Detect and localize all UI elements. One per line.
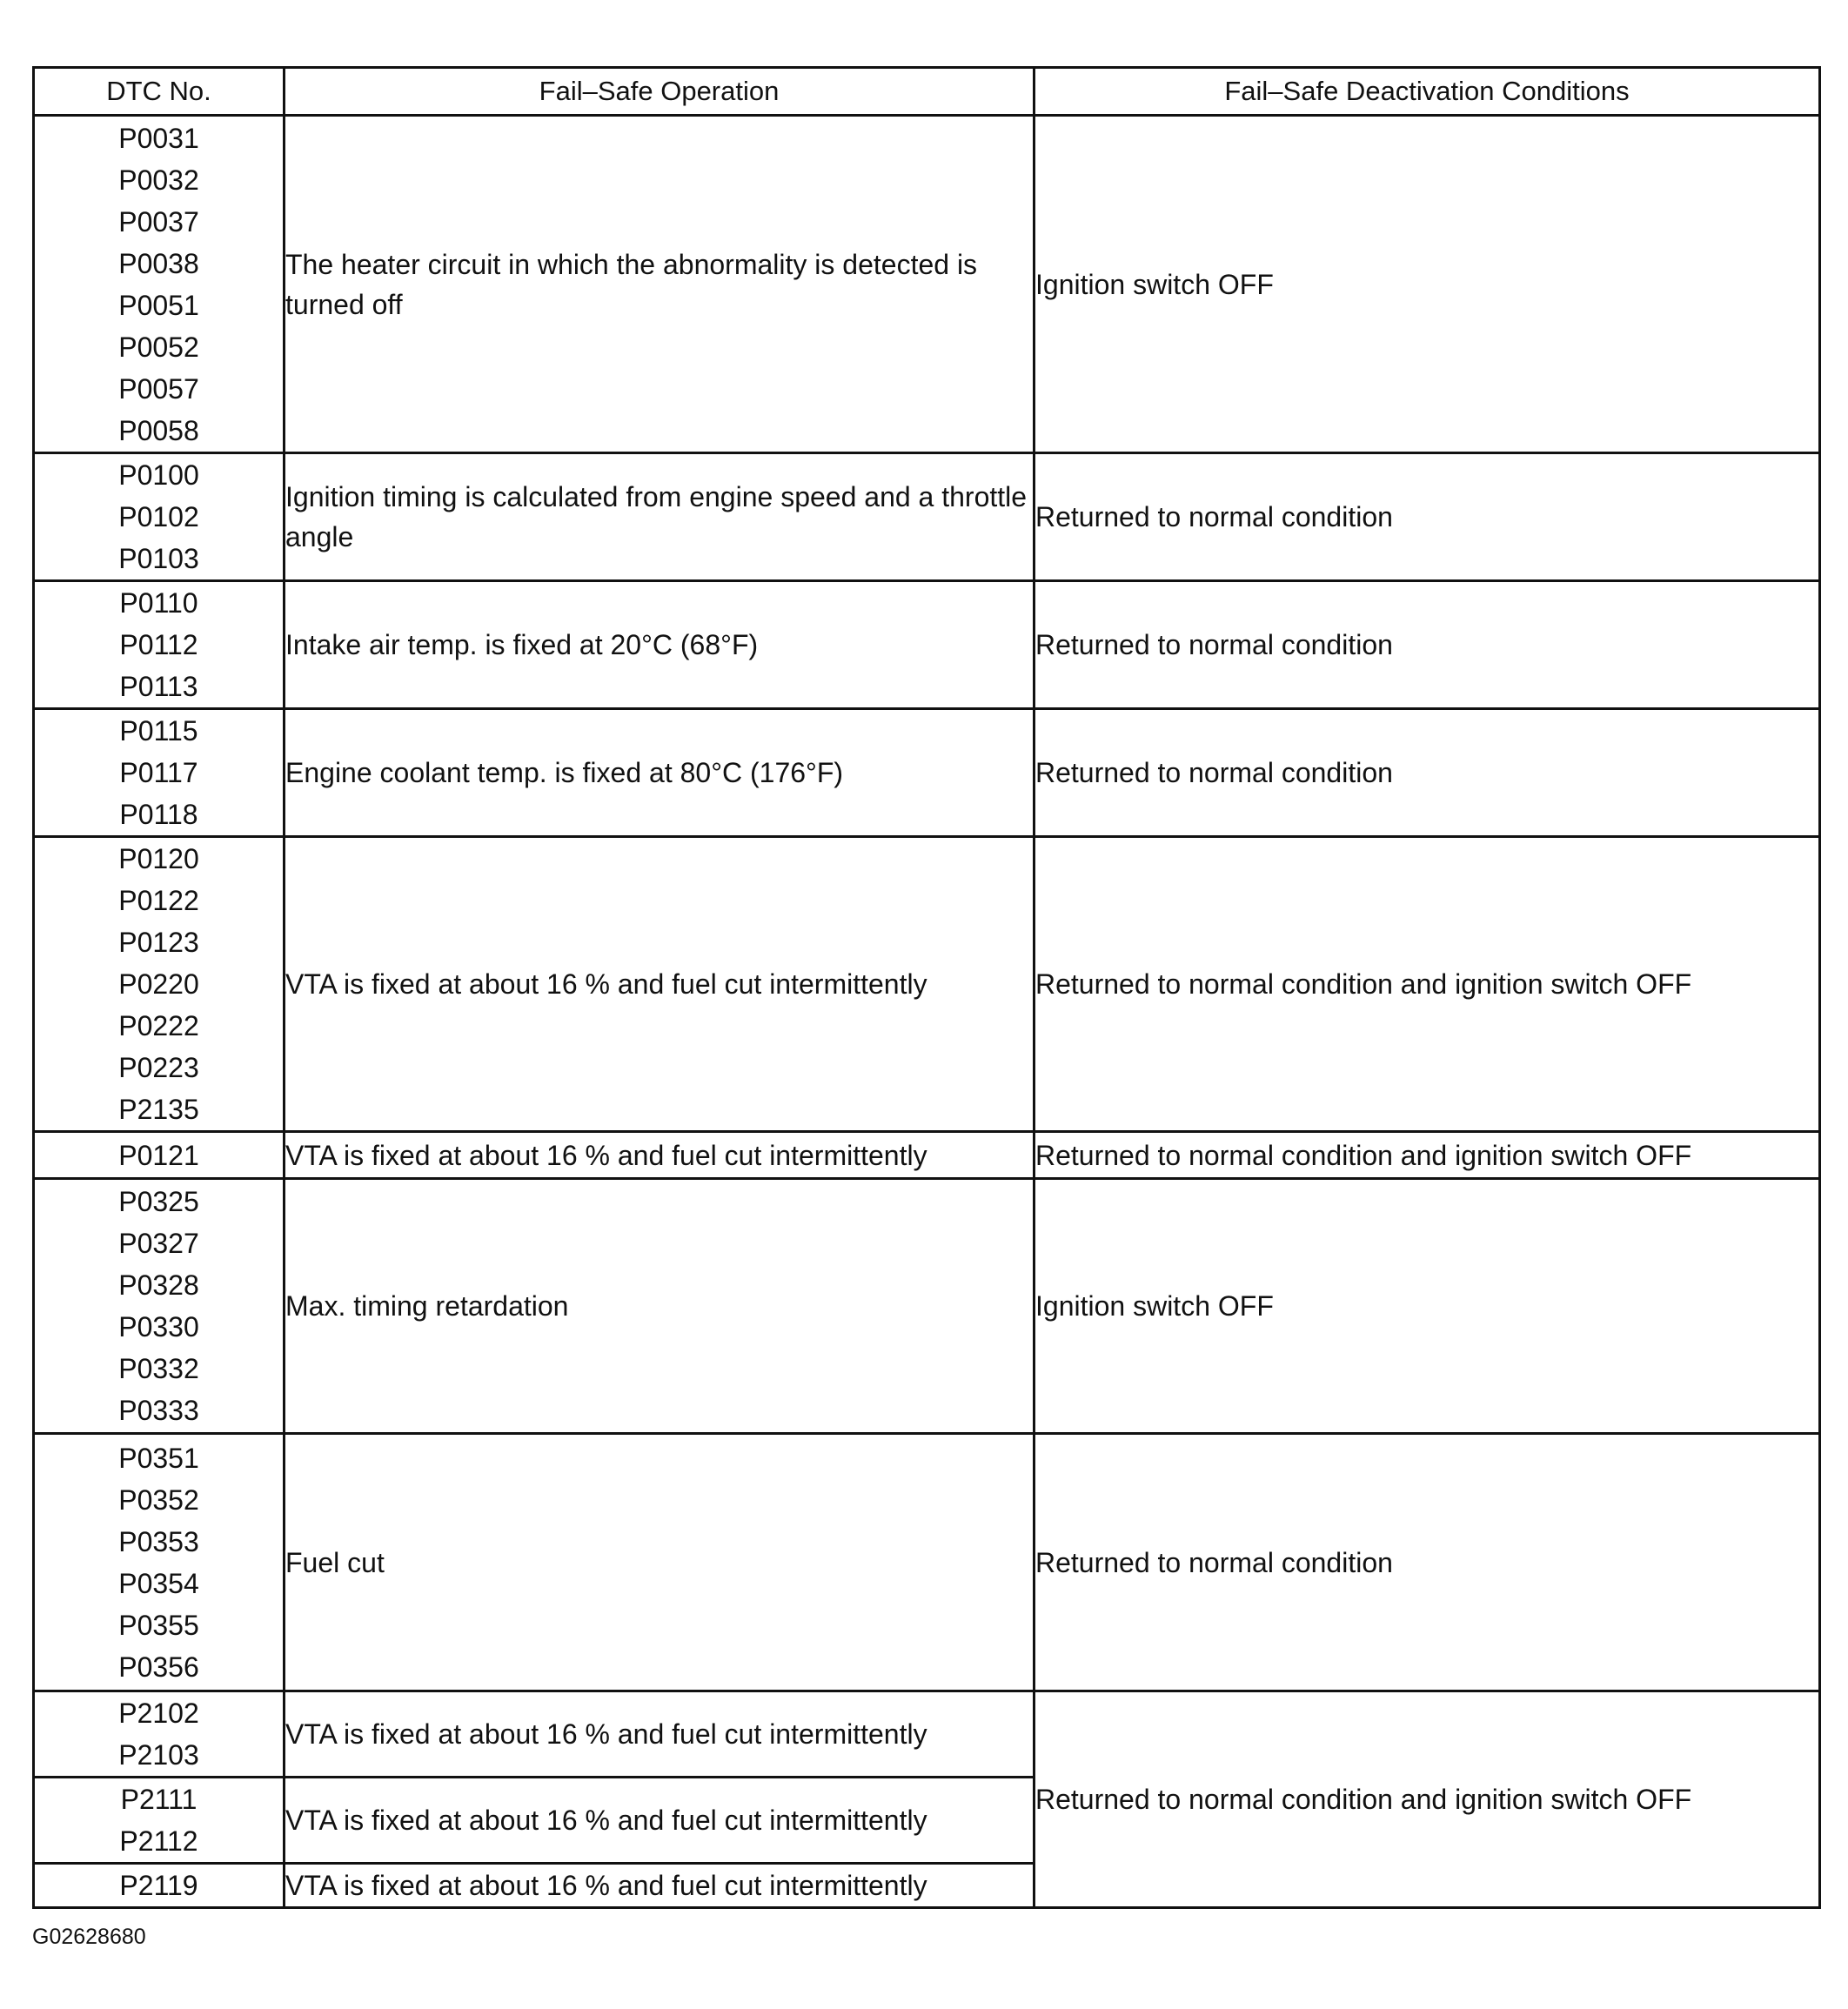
fail-safe-operation: VTA is fixed at about 16 % and fuel cut intermittently [285,1132,1034,1179]
dtc-codes [34,1778,285,1864]
deactivation-condition: Returned to normal condition [1034,581,1820,709]
dtc-code: P2111 [120,1784,198,1815]
table-row [34,1179,1820,1434]
dtc-codes [34,581,285,709]
dtc-code: P0333 [118,1395,199,1426]
figure-id: G02628680 [32,1925,146,1949]
dtc-code: P0117 [119,757,198,788]
dtc-code: P0113 [119,671,198,702]
table-row [34,453,1820,581]
dtc-code: P0100 [118,459,199,491]
dtc-code: P0110 [119,587,198,619]
dtc-code: P0037 [118,205,199,238]
deactivation-condition: Returned to normal condition [1034,709,1820,837]
dtc-code: P0327 [118,1228,199,1259]
dtc-code: P2103 [118,1739,199,1771]
table-row [34,1132,1820,1179]
dtc-code: P0325 [118,1186,199,1217]
dtc-code: P0118 [119,799,198,830]
deactivation-condition: Returned to normal condition and ignition switch OFF [1034,1691,1820,1908]
dtc-code: P2112 [119,1825,198,1857]
dtc-codes [34,453,285,581]
table-row [34,116,1820,453]
dtc-code: P0223 [118,1052,199,1083]
fail-safe-operation: VTA is fixed at about 16 % and fuel cut intermittently [285,1691,1034,1778]
deactivation-condition: Returned to normal condition and ignition switch OFF [1034,1132,1820,1179]
table-row [34,837,1820,1132]
fail-safe-operation: Engine coolant temp. is fixed at 80°C (176°F) [285,709,1034,837]
table-row [34,709,1820,837]
dtc-code: P0038 [118,247,199,279]
header-deactivation-conditions: Fail–Safe Deactivation Conditions [1034,68,1820,116]
dtc-code: P0112 [119,629,198,660]
dtc-codes [34,1179,285,1434]
dtc-code: P0102 [118,501,199,532]
dtc-code: P0353 [118,1525,199,1557]
dtc-code: P0356 [118,1651,199,1683]
dtc-code: P0332 [118,1353,199,1384]
dtc-codes [34,709,285,837]
dtc-codes [34,837,285,1132]
deactivation-condition: Ignition switch OFF [1034,116,1820,453]
dtc-code: P0354 [118,1567,199,1599]
dtc-code: P0120 [118,843,199,874]
dtc-codes [34,116,285,453]
header-dtc-no: DTC No. [34,68,285,116]
dtc-code: P0123 [118,927,199,958]
fail-safe-table [32,66,1821,1909]
deactivation-condition: Ignition switch OFF [1034,1179,1820,1434]
dtc-codes [34,1691,285,1778]
dtc-code: P0103 [118,543,199,574]
fail-safe-operation: VTA is fixed at about 16 % and fuel cut intermittently [285,837,1034,1132]
dtc-code: P0057 [118,372,199,405]
fail-safe-operation: VTA is fixed at about 16 % and fuel cut intermittently [285,1864,1034,1908]
deactivation-condition: Returned to normal condition [1034,1434,1820,1691]
fail-safe-operation: Fuel cut [285,1434,1034,1691]
dtc-code: P2102 [118,1698,199,1729]
dtc-code: P0122 [118,885,199,916]
dtc-code: P0351 [118,1442,199,1474]
dtc-code: P0032 [118,164,199,196]
dtc-code: P0330 [118,1311,199,1343]
header-fail-safe-operation: Fail–Safe Operation [285,68,1034,116]
dtc-code: P2119 [119,1870,198,1901]
dtc-code: P0031 [118,122,199,154]
dtc-code: P0121 [118,1139,199,1171]
dtc-code: P0052 [118,331,199,363]
dtc-code: P0220 [118,968,199,1000]
dtc-code: P0051 [118,289,199,321]
fail-safe-operation: The heater circuit in which the abnormality is detected is turned off [285,116,1034,453]
fail-safe-operation: Ignition timing is calculated from engine speed and a throttle angle [285,453,1034,581]
dtc-code: P2135 [118,1094,199,1125]
dtc-code: P0355 [118,1609,199,1641]
dtc-code: P0222 [118,1010,199,1041]
table-header-row [34,68,1820,116]
deactivation-condition: Returned to normal condition and ignition switch OFF [1034,837,1820,1132]
fail-safe-operation: Max. timing retardation [285,1179,1034,1434]
fail-safe-operation: Intake air temp. is fixed at 20°C (68°F) [285,581,1034,709]
table-row [34,1691,1820,1778]
dtc-code: P0058 [118,414,199,446]
fail-safe-operation: VTA is fixed at about 16 % and fuel cut intermittently [285,1778,1034,1864]
dtc-codes [34,1434,285,1691]
dtc-code: P0328 [118,1269,199,1301]
dtc-code: P0352 [118,1483,199,1516]
dtc-code: P0115 [119,715,198,747]
table-row [34,1434,1820,1691]
table-row [34,581,1820,709]
dtc-codes [34,1132,285,1179]
deactivation-condition: Returned to normal condition [1034,453,1820,581]
dtc-codes [34,1864,285,1908]
